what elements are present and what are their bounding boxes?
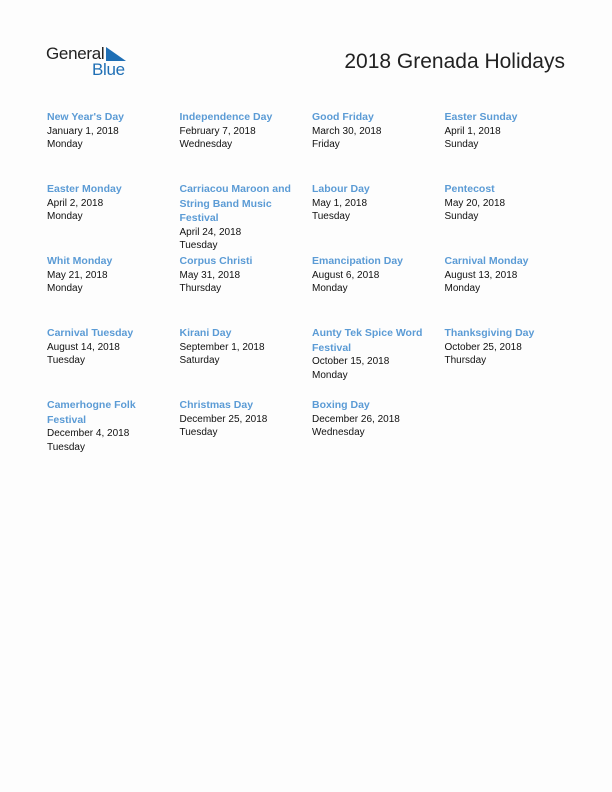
holiday-date: April 2, 2018	[47, 197, 104, 209]
holiday-row	[47, 398, 577, 470]
holiday-name: Emancipation Day	[312, 255, 404, 267]
holiday-row	[47, 182, 577, 254]
holiday-entry	[312, 182, 445, 254]
holiday-weekday: Thursday	[444, 355, 487, 367]
holiday-name: Easter Monday	[47, 183, 122, 195]
holiday-entry	[445, 254, 578, 326]
logo-word-general: General	[46, 44, 105, 63]
generalblue-logo	[46, 44, 136, 80]
page-title: 2018 Grenada Holidays	[344, 50, 565, 73]
holiday-entry	[47, 326, 180, 398]
holiday-weekday: Friday	[312, 139, 340, 151]
holiday-entry	[180, 254, 313, 326]
holiday-weekday: Wednesday	[179, 139, 233, 151]
holiday-date: April 1, 2018	[444, 125, 501, 137]
holiday-entry	[47, 182, 180, 254]
holiday-grid	[47, 110, 577, 470]
holiday-date: April 24, 2018	[179, 226, 242, 238]
holiday-entry	[445, 182, 578, 254]
holiday-date: August 14, 2018	[47, 341, 120, 353]
holiday-entry	[180, 110, 313, 182]
holiday-name: Corpus Christi	[179, 255, 253, 267]
holiday-weekday: Monday	[312, 369, 348, 381]
holiday-weekday: Monday	[444, 283, 481, 295]
holiday-name: Christmas Day	[179, 399, 254, 411]
holiday-date: March 30, 2018	[312, 125, 382, 137]
holiday-date: August 13, 2018	[444, 269, 518, 281]
holiday-date: December 25, 2018	[179, 413, 268, 425]
holiday-name: Carnival Monday	[444, 255, 529, 267]
holiday-row	[47, 326, 577, 398]
holiday-row	[47, 110, 577, 182]
holiday-entry	[312, 398, 445, 470]
holiday-name: Good Friday	[312, 111, 374, 123]
holiday-date: May 21, 2018	[47, 269, 108, 281]
holiday-weekday: Monday	[312, 283, 348, 295]
holiday-entry	[47, 110, 180, 182]
holiday-weekday: Sunday	[444, 139, 479, 151]
holiday-name: New Year's Day	[47, 111, 125, 123]
holiday-name: Boxing Day	[312, 399, 370, 411]
holiday-weekday: Monday	[47, 283, 83, 295]
holiday-name: Independence Day	[179, 111, 273, 123]
holiday-name: Camerhogne Folk Festival	[47, 399, 136, 426]
holiday-entry	[180, 326, 313, 398]
holiday-date: May 20, 2018	[444, 197, 506, 209]
holiday-row	[47, 254, 577, 326]
holiday-entry	[445, 326, 578, 398]
holiday-weekday: Tuesday	[47, 355, 85, 367]
holiday-date: September 1, 2018	[179, 341, 265, 353]
holiday-entry	[312, 110, 445, 182]
holiday-weekday: Monday	[47, 139, 83, 151]
holiday-weekday: Tuesday	[312, 211, 350, 223]
holiday-date: October 15, 2018	[312, 356, 390, 367]
holiday-weekday: Tuesday	[179, 427, 218, 439]
holiday-name: Aunty Tek Spice Word Festival	[312, 327, 423, 354]
holiday-name: Carnival Tuesday	[47, 327, 134, 339]
holiday-name: Carriacou Maroon and String Band Music Festival	[179, 183, 291, 224]
holiday-entry	[47, 398, 180, 470]
holiday-entry	[312, 326, 445, 398]
holiday-entry	[445, 110, 578, 182]
holiday-entry	[47, 254, 180, 326]
holiday-name: Easter Sunday	[444, 111, 518, 123]
holiday-date: December 26, 2018	[312, 413, 400, 425]
logo-word-blue: Blue	[92, 60, 125, 79]
holiday-name: Kirani Day	[179, 327, 232, 339]
holiday-weekday: Tuesday	[179, 240, 218, 252]
holiday-date: February 7, 2018	[179, 125, 256, 137]
holiday-weekday: Tuesday	[47, 441, 85, 453]
holiday-date: December 4, 2018	[47, 428, 130, 439]
holiday-weekday: Saturday	[179, 355, 220, 367]
holiday-name: Whit Monday	[47, 255, 113, 267]
holiday-date: August 6, 2018	[312, 269, 380, 281]
holiday-entry	[180, 182, 313, 254]
holiday-name: Thanksgiving Day	[444, 327, 535, 339]
holiday-date: October 25, 2018	[444, 341, 522, 353]
logo-triangle-icon	[106, 47, 126, 61]
holiday-entry	[180, 398, 313, 470]
holiday-name: Labour Day	[312, 183, 370, 195]
holiday-date: January 1, 2018	[47, 125, 119, 137]
holiday-weekday: Wednesday	[312, 427, 365, 439]
holiday-date: May 1, 2018	[312, 197, 368, 209]
holiday-weekday: Sunday	[444, 211, 479, 223]
holiday-date: May 31, 2018	[179, 269, 241, 281]
holiday-weekday: Monday	[47, 211, 83, 223]
holiday-name: Pentecost	[444, 183, 495, 195]
holiday-entry	[312, 254, 445, 326]
holiday-weekday: Thursday	[179, 283, 222, 295]
